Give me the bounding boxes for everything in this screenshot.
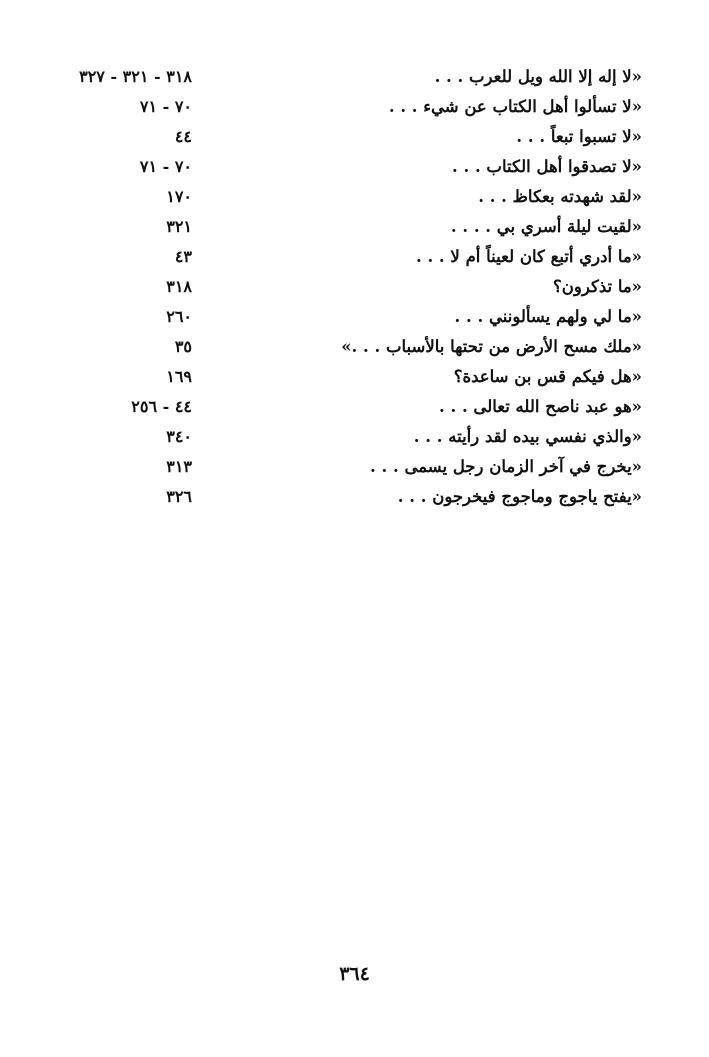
index-row bbox=[70, 152, 642, 182]
index-entry-text: «ما أدري أتبع كان لعيناً أم لا . . . bbox=[415, 247, 642, 266]
index-entry-text: «ما تذكرون؟ bbox=[553, 277, 642, 296]
index-row bbox=[70, 242, 642, 272]
index-entry-pages: ١٧٠ bbox=[166, 187, 192, 206]
index-row bbox=[70, 182, 642, 212]
index-entry-pages: ٣١٨ - ٣٢١ - ٣٢٧ bbox=[79, 67, 192, 86]
index-entry-text: «يخرج في آخر الزمان رجل يسمى . . . bbox=[370, 457, 642, 476]
index-row bbox=[70, 62, 642, 92]
index-entry-text: «ملك مسح الأرض من تحتها بالأسباب . . .» bbox=[341, 337, 642, 356]
index-row bbox=[70, 272, 642, 302]
index-row bbox=[70, 452, 642, 482]
index-entry-pages: ١٦٩ bbox=[166, 367, 192, 386]
index-row bbox=[70, 302, 642, 332]
index-row bbox=[70, 92, 642, 122]
index-entry-pages: ٣١٣ bbox=[166, 457, 192, 476]
hadith-index-list bbox=[70, 62, 642, 512]
index-entry-pages: ٢٦٠ bbox=[166, 307, 192, 326]
page-number: ٣٦٤ bbox=[339, 963, 370, 985]
index-entry-text: «يفتح ياجوج وماجوج فيخرجون . . . bbox=[397, 487, 642, 506]
index-entry-pages: ٣٤٠ bbox=[166, 427, 192, 446]
index-entry-pages: ٤٣ bbox=[174, 247, 192, 266]
index-row bbox=[70, 212, 642, 242]
index-entry-text: «لا إله إلا الله ويل للعرب . . . bbox=[434, 67, 642, 86]
index-entry-pages: ٤٤ - ٢٥٦ bbox=[131, 397, 192, 416]
index-entry-pages: ٣٢٦ bbox=[166, 487, 192, 506]
index-entry-text: «والذي نفسي بيده لقد رأيته . . . bbox=[413, 427, 642, 446]
index-entry-pages: ٧٠ - ٧١ bbox=[139, 157, 192, 176]
index-row bbox=[70, 332, 642, 362]
index-entry-pages: ٧٠ - ٧١ bbox=[139, 97, 192, 116]
index-row bbox=[70, 362, 642, 392]
index-entry-text: «لقد شهدته بعكاظ . . . bbox=[478, 187, 642, 206]
index-entry-text: «لا تسألوا أهل الكتاب عن شيء . . . bbox=[388, 97, 642, 116]
index-row bbox=[70, 392, 642, 422]
index-entry-pages: ٣٥ bbox=[174, 337, 192, 356]
index-entry-pages: ٤٤ bbox=[174, 127, 192, 146]
index-row bbox=[70, 122, 642, 152]
index-row bbox=[70, 482, 642, 512]
index-entry-text: «لا تصدقوا أهل الكتاب . . . bbox=[451, 157, 642, 176]
index-entry-text: «هو عبد ناصح الله تعالى . . . bbox=[438, 397, 642, 416]
index-entry-text: «لقيت ليلة أسري بي . . . . bbox=[450, 217, 642, 236]
index-row bbox=[70, 422, 642, 452]
index-entry-pages: ٣١٨ bbox=[166, 277, 192, 296]
index-entry-text: «ما لي ولهم يسألونني . . . bbox=[454, 307, 642, 326]
index-entry-text: «لا تسبوا تبعاً . . . bbox=[516, 127, 642, 146]
index-entry-text: «هل فيكم قس بن ساعدة؟ bbox=[453, 367, 642, 386]
index-entry-pages: ٣٢١ bbox=[166, 217, 192, 236]
